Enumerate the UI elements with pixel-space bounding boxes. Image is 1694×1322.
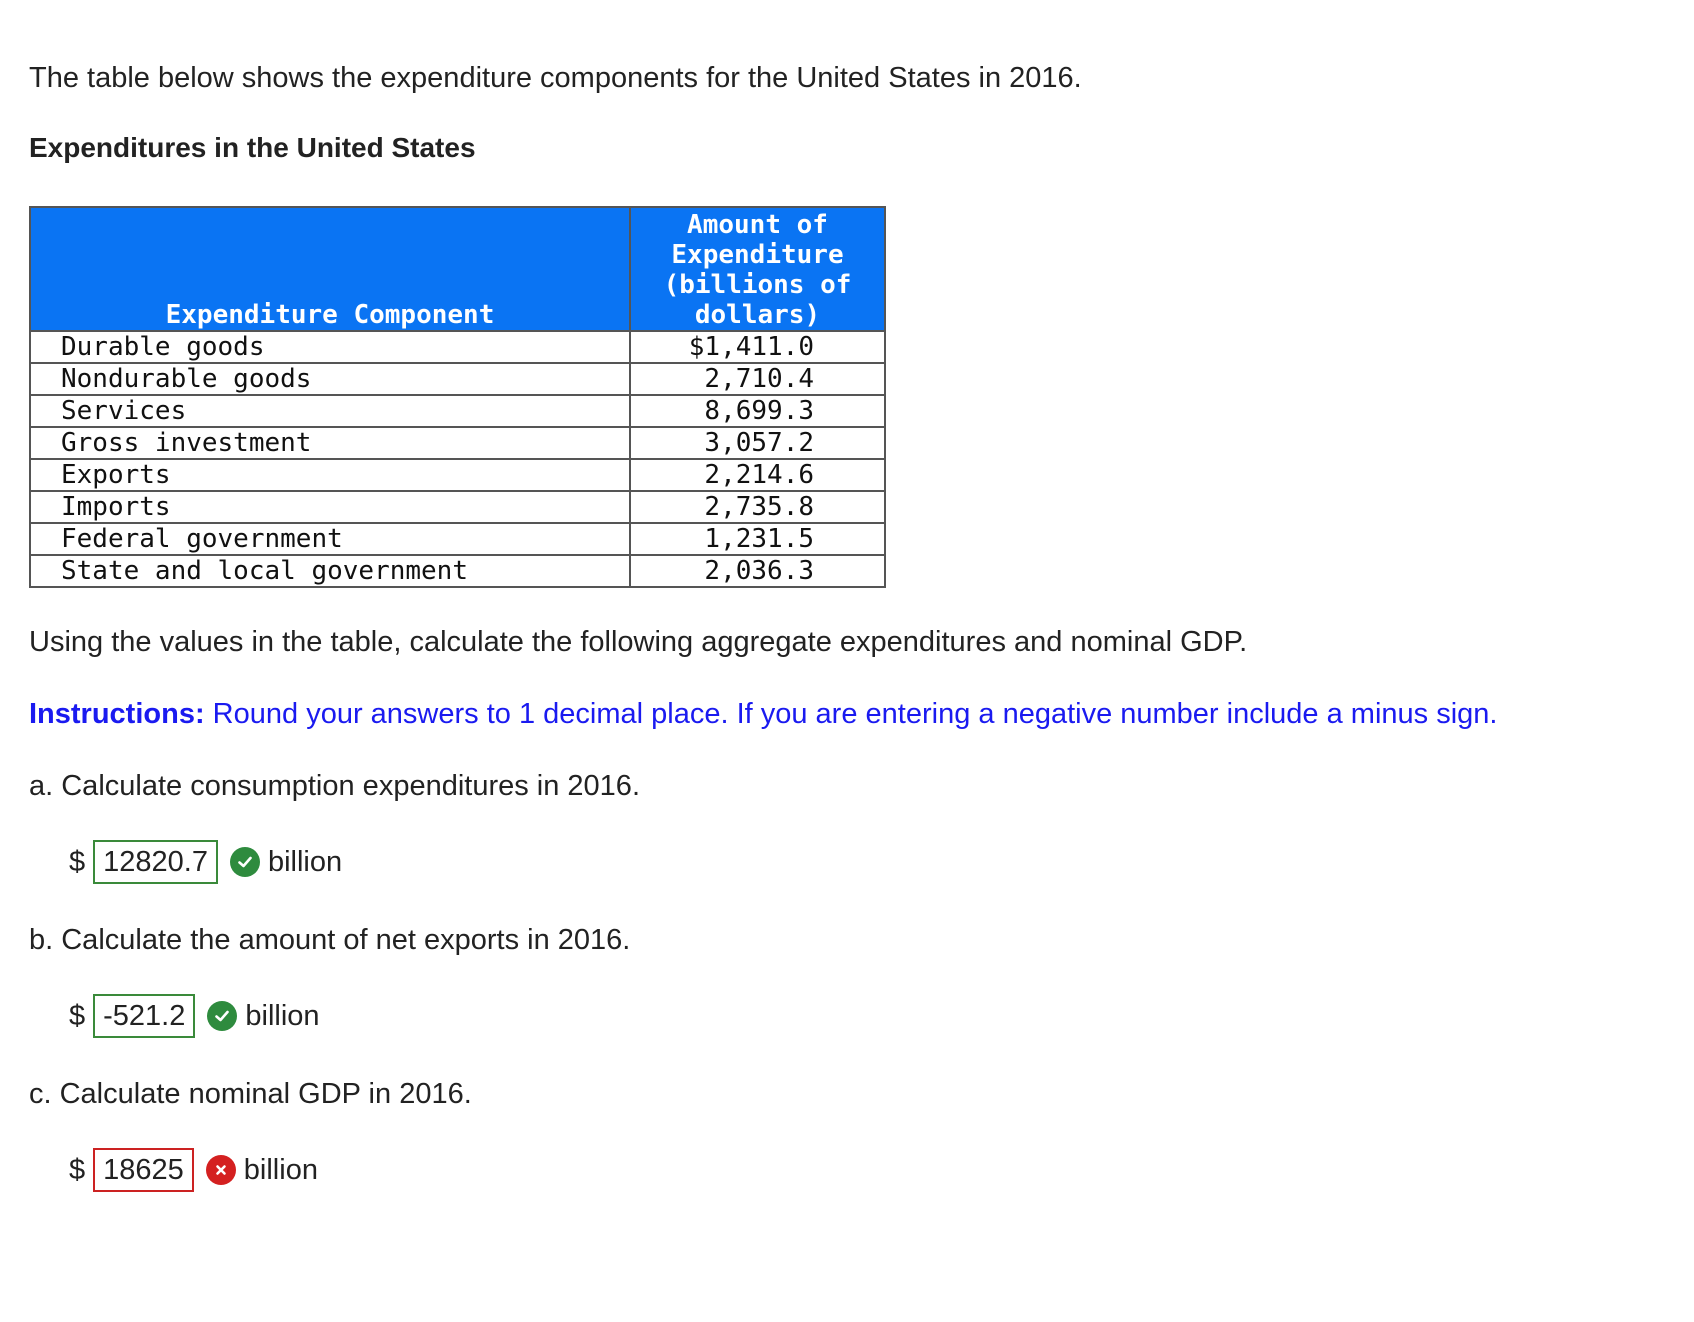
component-cell: Gross investment bbox=[30, 427, 630, 459]
instructions-text: Round your answers to 1 decimal place. If you are entering a negative number include a minus sign. bbox=[204, 698, 1498, 730]
component-cell: Federal government bbox=[30, 523, 630, 555]
amount-cell: $1,411.0 bbox=[630, 331, 885, 363]
instructions bbox=[29, 694, 1669, 734]
amount-cell: 2,710.4 bbox=[630, 363, 885, 395]
table-row bbox=[30, 459, 885, 491]
answer-input-a[interactable]: 12820.7 bbox=[93, 840, 218, 884]
question-b: b. Calculate the amount of net exports in 2016. bbox=[29, 924, 631, 956]
component-cell: Imports bbox=[30, 491, 630, 523]
header-amount-line-2: Expenditure bbox=[671, 240, 844, 270]
component-cell: Nondurable goods bbox=[30, 363, 630, 395]
currency-symbol: $ bbox=[69, 999, 86, 1032]
header-component: Expenditure Component bbox=[30, 207, 630, 331]
amount-cell: 8,699.3 bbox=[630, 395, 885, 427]
unit-label: billion bbox=[267, 845, 343, 878]
prompt-text: Using the values in the table, calculate the following aggregate expenditures and nominal GDP. bbox=[29, 626, 1248, 658]
check-circle-icon bbox=[230, 847, 260, 877]
answer-row-a bbox=[69, 840, 1669, 884]
table-header-row bbox=[30, 207, 885, 331]
header-amount bbox=[630, 207, 885, 331]
amount-cell: 2,735.8 bbox=[630, 491, 885, 523]
component-cell: State and local government bbox=[30, 555, 630, 587]
unit-label: billion bbox=[243, 1153, 318, 1186]
table-row bbox=[30, 491, 885, 523]
amount-cell: 3,057.2 bbox=[630, 427, 885, 459]
currency-symbol: $ bbox=[69, 1153, 86, 1186]
question-content bbox=[29, 58, 1669, 1192]
header-amount-line-3: (billions of bbox=[663, 270, 852, 300]
check-circle-icon bbox=[207, 1001, 237, 1031]
instructions-label: Instructions: bbox=[29, 698, 205, 730]
amount-cell: 1,231.5 bbox=[630, 523, 885, 555]
x-circle-icon bbox=[206, 1155, 236, 1185]
component-cell: Exports bbox=[30, 459, 630, 491]
header-amount-line-1: Amount of bbox=[687, 210, 828, 240]
question-a: a. Calculate consumption expenditures in 2016. bbox=[29, 770, 640, 802]
table-row bbox=[30, 427, 885, 459]
component-cell: Services bbox=[30, 395, 630, 427]
intro-text: The table below shows the expenditure components for the United States in 2016. bbox=[29, 62, 1082, 94]
header-amount-line-4: dollars) bbox=[694, 300, 821, 330]
table-row bbox=[30, 523, 885, 555]
currency-symbol: $ bbox=[69, 845, 86, 878]
amount-cell: 2,036.3 bbox=[630, 555, 885, 587]
table-row bbox=[30, 363, 885, 395]
answer-row-c bbox=[69, 1148, 1669, 1192]
table-row bbox=[30, 395, 885, 427]
table-row bbox=[30, 555, 885, 587]
component-cell: Durable goods bbox=[30, 331, 630, 363]
table-title: Expenditures in the United States bbox=[29, 132, 476, 163]
unit-label: billion bbox=[245, 999, 320, 1032]
table-row bbox=[30, 331, 885, 363]
answer-input-b[interactable]: -521.2 bbox=[93, 994, 195, 1038]
expenditures-table bbox=[29, 206, 886, 588]
answer-row-b bbox=[69, 994, 1669, 1038]
answer-input-c[interactable]: 18625 bbox=[93, 1148, 194, 1192]
amount-cell: 2,214.6 bbox=[630, 459, 885, 491]
question-c: c. Calculate nominal GDP in 2016. bbox=[29, 1078, 472, 1110]
